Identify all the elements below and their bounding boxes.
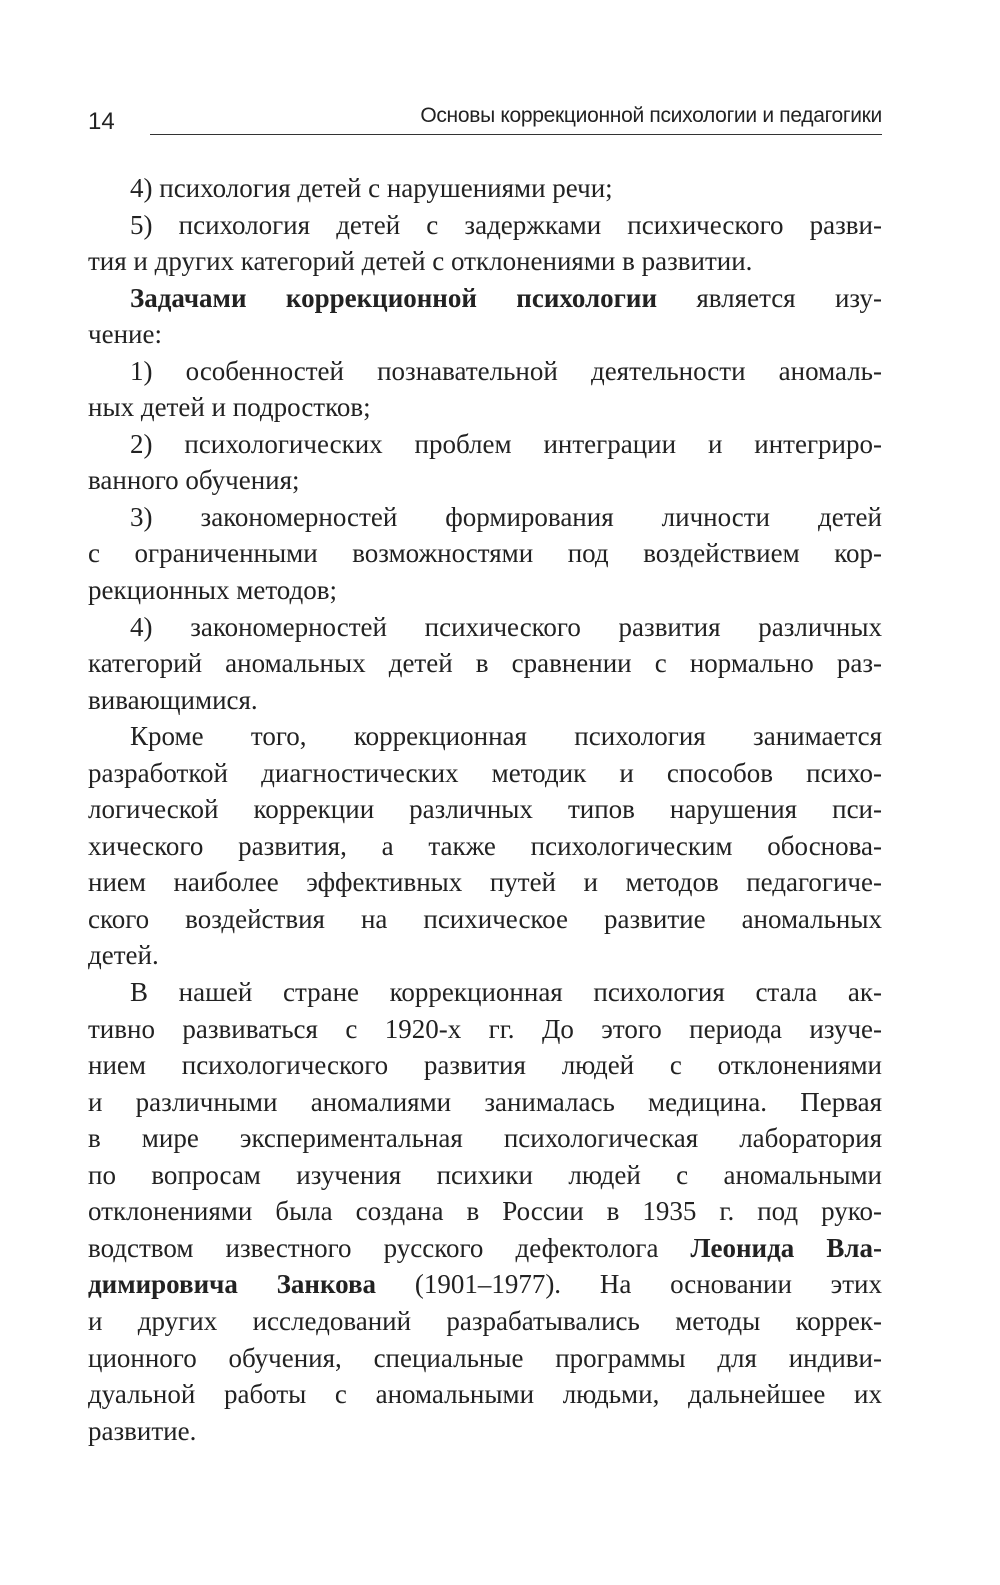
text-line [88,1376,882,1413]
text-segment: тивно развиваться с 1920-х гг. До этого периода изуче- [88,1013,882,1044]
text-segment: отклонениями была создана в России в 1935 г. под руко- [88,1196,882,1227]
text-segment: тия и других категорий детей с отклонениями в развитии. [88,246,753,277]
text-line [88,1047,882,1084]
text-line [88,901,882,938]
text-segment: с ограниченными возможностями под воздействием кор- [88,538,882,569]
text-line [88,170,882,207]
text-line [88,280,882,317]
bold-term: димировича Занкова [88,1269,377,1300]
text-segment: 1) особенностей познавательной деятельности аномаль- [130,355,882,386]
text-segment: 4) психология детей с нарушениями речи; [130,173,613,203]
text-line [88,243,882,280]
text-line [88,1303,882,1340]
text-line [88,682,882,719]
text-line [88,1266,882,1303]
text-line [88,572,882,609]
text-segment: В нашей стране коррекционная психология стала ак- [130,977,882,1008]
text-line [88,1193,882,1230]
text-segment: нием наиболее эффективных путей и методов педагогиче- [88,867,882,898]
text-segment: в мире экспериментальная психологическая лаборатория [88,1123,882,1154]
text-line [88,1084,882,1121]
text-line [88,1157,882,1194]
text-segment: ванного обучения; [88,465,300,496]
text-segment: логической коррекции различных типов нарушения пси- [88,794,882,825]
text-line [88,755,882,792]
text-line [88,316,882,353]
text-segment: ных детей и подростков; [88,392,371,423]
text-line [88,1120,882,1157]
text-segment: Кроме того, коррекционная психология занимается [130,721,882,752]
bold-term: Задачами коррекционной психологии [130,282,658,313]
text-line [88,535,882,572]
text-segment: (1901–1977). На основании этих [376,1269,882,1300]
text-segment: является изу- [657,282,882,313]
text-line [88,1230,882,1267]
text-segment: ционного обучения, специальные программы для индиви- [88,1342,882,1373]
text-line [88,718,882,755]
text-line [88,1413,882,1450]
text-segment: детей. [88,940,159,971]
text-segment: дуальной работы с аномальными людьми, дальнейшее их [88,1379,882,1410]
text-line [88,389,882,426]
bold-term: Леонида Вла- [690,1232,882,1263]
text-segment: по вопросам изучения психики людей с аномальными [88,1159,882,1190]
text-line [88,791,882,828]
text-line [88,645,882,682]
text-line [88,609,882,646]
text-segment: категорий аномальных детей в сравнении с нормально раз- [88,648,882,679]
text-segment: 4) закономерностей психического развития различных [130,611,882,642]
text-segment: нием психологического развития людей с отклонениями [88,1050,882,1081]
text-segment: и различными аномалиями занималась медицина. Первая [88,1086,882,1117]
text-line [88,828,882,865]
body-text [88,170,882,1449]
text-line [88,462,882,499]
text-line [88,1011,882,1048]
text-segment: хического развития, а также психологическим обоснова- [88,830,882,861]
text-segment: и других исследований разрабатывались методы коррек- [88,1305,882,1336]
text-segment: вивающимися. [88,684,258,715]
text-line [88,353,882,390]
text-line [88,499,882,536]
text-segment: ского воздействия на психическое развитие аномальных [88,903,882,934]
text-segment: 5) психология детей с задержками психического разви- [130,209,882,240]
text-line [88,864,882,901]
text-segment: разработкой диагностических методик и способов психо- [88,757,882,788]
running-title: Основы коррекционной психологии и педагогики [420,104,882,127]
text-segment: водством известного русского дефектолога [88,1232,691,1263]
header-rule [150,134,882,135]
text-segment: 2) психологических проблем интеграции и интегриро- [130,428,882,459]
text-line [88,937,882,974]
text-segment: чение: [88,319,162,350]
text-segment: 3) закономерностей формирования личности детей [130,501,882,532]
text-line [88,1340,882,1377]
text-line [88,974,882,1011]
page-number: 14 [88,108,115,135]
text-segment: рекционных методов; [88,575,338,606]
text-segment: развитие. [88,1415,197,1446]
text-line [88,207,882,244]
text-line [88,426,882,463]
